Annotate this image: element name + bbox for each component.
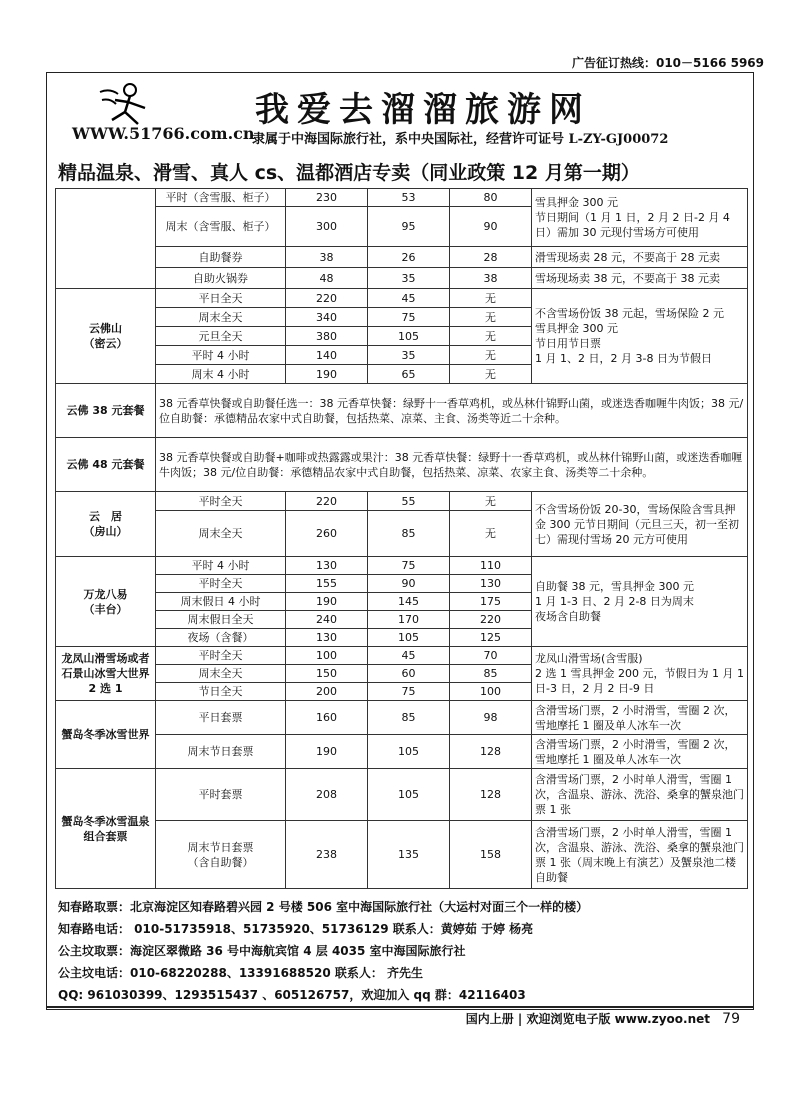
price-cell: 38 [450, 268, 532, 289]
price-cell: 53 [368, 189, 450, 207]
table-row [56, 438, 748, 492]
item-cell: 自助火锅券 [156, 268, 286, 289]
footer-rule [46, 1006, 754, 1008]
price-cell: 110 [450, 557, 532, 575]
price-cell: 无 [450, 365, 532, 384]
price-cell: 26 [368, 247, 450, 268]
table-row [56, 701, 748, 735]
group-name-cell: 龙凤山滑雪场或者石景山冰雪大世界 2 选 1 [56, 647, 156, 701]
note-cell: 含滑雪场门票，2 小时滑雪，雪圈 2 次，雪地摩托 1 圈及单人冰车一次 [532, 735, 748, 769]
price-cell: 75 [368, 308, 450, 327]
item-cell: 平时 4 小时 [156, 557, 286, 575]
item-cell: 周末（含雪服、柜子） [156, 207, 286, 247]
table-row [56, 769, 748, 821]
pickup-zhichunlu: 知春路取票：北京海淀区知春路碧兴园 2 号楼 506 室中海国际旅行社（大运村对面三个一样的楼） [58, 900, 589, 914]
group-name-cell: 云佛山 （密云） [56, 289, 156, 384]
item-cell: 周末全天 [156, 665, 286, 683]
item-cell: 平时 4 小时 [156, 346, 286, 365]
price-cell: 170 [368, 611, 450, 629]
price-cell: 135 [368, 821, 450, 889]
note-cell: 含滑雪场门票，2 小时滑雪，雪圈 2 次，雪地摩托 1 圈及单人冰车一次 [532, 701, 748, 735]
price-cell: 55 [368, 492, 450, 511]
item-cell: 平日套票 [156, 701, 286, 735]
note-cell: 含滑雪场门票，2 小时单人滑雪，雪圈 1 次，含温泉、游泳、洗浴、桑拿的蟹泉池门票 1 张（周末晚上有演艺）及蟹泉池二楼自助餐 [532, 821, 748, 889]
site-url: WWW.51766.com.cn [72, 124, 255, 143]
price-cell: 300 [286, 207, 368, 247]
price-cell: 38 [286, 247, 368, 268]
note-cell: 雪场现场卖 38 元，不要高于 38 元卖 [532, 268, 748, 289]
group-name-cell [56, 189, 156, 289]
price-cell: 125 [450, 629, 532, 647]
price-cell: 45 [368, 289, 450, 308]
group-name-cell: 蟹岛冬季冰雪温泉组合套票 [56, 769, 156, 889]
price-cell: 105 [368, 735, 450, 769]
price-cell: 45 [368, 647, 450, 665]
price-cell: 75 [368, 557, 450, 575]
price-cell: 175 [450, 593, 532, 611]
price-cell: 105 [368, 769, 450, 821]
price-cell: 90 [368, 575, 450, 593]
price-cell: 130 [286, 629, 368, 647]
phone-zhichunlu: 知春路电话： 010-51735918、51735920、51736129 联系人：黄婷茹 于婷 杨亮 [58, 922, 534, 936]
price-cell: 无 [450, 346, 532, 365]
item-cell: 周末节日套票 （含自助餐） [156, 821, 286, 889]
price-cell: 75 [368, 683, 450, 701]
price-cell: 65 [368, 365, 450, 384]
price-cell: 100 [450, 683, 532, 701]
note-cell: 雪具押金 300 元 节日期间（1 月 1 日，2 月 2 日-2 月 4 日）需加 30 元现付雪场方可使用 [532, 189, 748, 247]
note-cell: 龙凤山滑雪场(含雪服) 2 选 1 雪具押金 200 元，节假日为 1 月 1 日-3 日，2 月 2 日-9 日 [532, 647, 748, 701]
price-cell: 无 [450, 492, 532, 511]
price-cell: 48 [286, 268, 368, 289]
item-cell: 平时全天 [156, 492, 286, 511]
item-cell: 平时套票 [156, 769, 286, 821]
site-title: 我爱去溜溜旅游网 [255, 90, 591, 130]
phone-gongzhufen: 公主坟电话：010-68220288、13391688520 联系人： 齐先生 [58, 966, 424, 980]
group-name-cell: 云佛 38 元套餐 [56, 384, 156, 438]
table-row [56, 821, 748, 889]
item-cell: 元旦全天 [156, 327, 286, 346]
price-cell: 130 [286, 557, 368, 575]
qq-contacts: QQ: 961030399、1293515437 、605126757，欢迎加入 qq 群：42116403 [58, 988, 526, 1002]
price-cell: 105 [368, 327, 450, 346]
package-description: 38 元香草快餐或自助餐+咖啡或热露露或果汁：38 元香草快餐：绿野十一香草鸡机，或丛林什锦野山菌，或迷迭香咖喱牛肉饭；38 元/位自助餐：承德精品农家中式自助餐，包括热菜、凉菜、农家主食、汤类等二十余种。 [156, 438, 748, 492]
price-cell: 230 [286, 189, 368, 207]
item-cell: 周末全天 [156, 308, 286, 327]
price-cell: 260 [286, 511, 368, 557]
item-cell: 周末假日全天 [156, 611, 286, 629]
table-row [56, 492, 748, 511]
price-cell: 140 [286, 346, 368, 365]
price-cell: 85 [368, 511, 450, 557]
group-name-cell: 蟹岛冬季冰雪世界 [56, 701, 156, 769]
page-number: 79 [722, 1011, 740, 1027]
price-table [55, 188, 748, 889]
price-cell: 190 [286, 365, 368, 384]
group-name-cell: 云佛 48 元套餐 [56, 438, 156, 492]
item-cell: 平时全天 [156, 575, 286, 593]
item-cell: 夜场（含餐） [156, 629, 286, 647]
item-cell: 节日全天 [156, 683, 286, 701]
price-cell: 145 [368, 593, 450, 611]
item-cell: 平时全天 [156, 647, 286, 665]
footer-divider: | [517, 1012, 527, 1026]
price-cell: 220 [286, 289, 368, 308]
note-cell: 不含雪场份饭 20-30，雪场保险含雪具押金 300 元节日期间（元旦三天，初一至初七）需现付雪场 20 元方可使用 [532, 492, 748, 557]
price-cell: 无 [450, 511, 532, 557]
footer-site: 欢迎浏览电子版 www.zyoo.net [526, 1012, 710, 1026]
price-cell: 无 [450, 289, 532, 308]
price-cell: 98 [450, 701, 532, 735]
table-row [56, 384, 748, 438]
price-cell: 238 [286, 821, 368, 889]
price-cell: 35 [368, 268, 450, 289]
price-cell: 158 [450, 821, 532, 889]
note-cell: 滑雪现场卖 28 元，不要高于 28 元卖 [532, 247, 748, 268]
price-cell: 100 [286, 647, 368, 665]
page-footer [466, 1010, 740, 1027]
item-cell: 周末节日套票 [156, 735, 286, 769]
price-cell: 85 [368, 701, 450, 735]
item-cell: 平时（含雪服、柜子） [156, 189, 286, 207]
pickup-gongzhufen: 公主坟取票：海淀区翠微路 36 号中海航宾馆 4 层 4035 室中海国际旅行社 [58, 944, 466, 958]
price-cell: 190 [286, 735, 368, 769]
price-cell: 105 [368, 629, 450, 647]
price-cell: 95 [368, 207, 450, 247]
group-name-cell: 万龙八易 （丰台） [56, 557, 156, 647]
price-cell: 240 [286, 611, 368, 629]
note-cell: 自助餐 38 元，雪具押金 300 元 1 月 1-3 日、2 月 2-8 日为周末 夜场含自助餐 [532, 557, 748, 647]
item-cell: 周末全天 [156, 511, 286, 557]
page-headline: 精品温泉、滑雪、真人 cs、温都酒店专卖（同业政策 12 月第一期） [58, 162, 640, 184]
price-cell: 80 [450, 189, 532, 207]
price-cell: 150 [286, 665, 368, 683]
item-cell: 周末假日 4 小时 [156, 593, 286, 611]
price-cell: 340 [286, 308, 368, 327]
price-cell: 208 [286, 769, 368, 821]
ad-hotline: 广告征订热线：010－5166 5969 [571, 56, 764, 70]
price-cell: 128 [450, 769, 532, 821]
footer-volume: 国内上册 [465, 1012, 514, 1026]
price-cell: 220 [450, 611, 532, 629]
price-cell: 128 [450, 735, 532, 769]
price-cell: 无 [450, 327, 532, 346]
item-cell: 自助餐券 [156, 247, 286, 268]
affiliation-line: 隶属于中海国际旅行社，系中央国际社，经营许可证号 L-ZY-GJ00072 [252, 132, 669, 147]
price-cell: 160 [286, 701, 368, 735]
group-name-cell: 云 居 （房山） [56, 492, 156, 557]
price-cell: 无 [450, 308, 532, 327]
price-cell: 130 [450, 575, 532, 593]
price-cell: 70 [450, 647, 532, 665]
table-row [56, 735, 748, 769]
item-cell: 周末 4 小时 [156, 365, 286, 384]
note-cell: 不含雪场份饭 38 元起，雪场保险 2 元 雪具押金 300 元 节日用节日票 1 月 1、2 日，2 月 3-8 日为节假日 [532, 289, 748, 384]
price-cell: 28 [450, 247, 532, 268]
note-cell: 含滑雪场门票，2 小时单人滑雪，雪圈 1 次，含温泉、游泳、洗浴、桑拿的蟹泉池门票 1 张 [532, 769, 748, 821]
table-row [56, 647, 748, 665]
table-row [56, 189, 748, 207]
table-row [56, 557, 748, 575]
table-row [56, 289, 748, 308]
table-row [56, 268, 748, 289]
price-cell: 90 [450, 207, 532, 247]
price-cell: 85 [450, 665, 532, 683]
price-cell: 200 [286, 683, 368, 701]
package-description: 38 元香草快餐或自助餐任选一：38 元香草快餐：绿野十一香草鸡机，或丛林什锦野山菌，或迷迭香咖喱牛肉饭；38 元/位自助餐：承德精品农家中式自助餐，包括热菜、凉菜、主食、汤类等近二十余种。 [156, 384, 748, 438]
item-cell: 平日全天 [156, 289, 286, 308]
price-cell: 220 [286, 492, 368, 511]
price-cell: 380 [286, 327, 368, 346]
table-row [56, 247, 748, 268]
price-cell: 155 [286, 575, 368, 593]
price-cell: 35 [368, 346, 450, 365]
price-cell: 190 [286, 593, 368, 611]
price-cell: 60 [368, 665, 450, 683]
